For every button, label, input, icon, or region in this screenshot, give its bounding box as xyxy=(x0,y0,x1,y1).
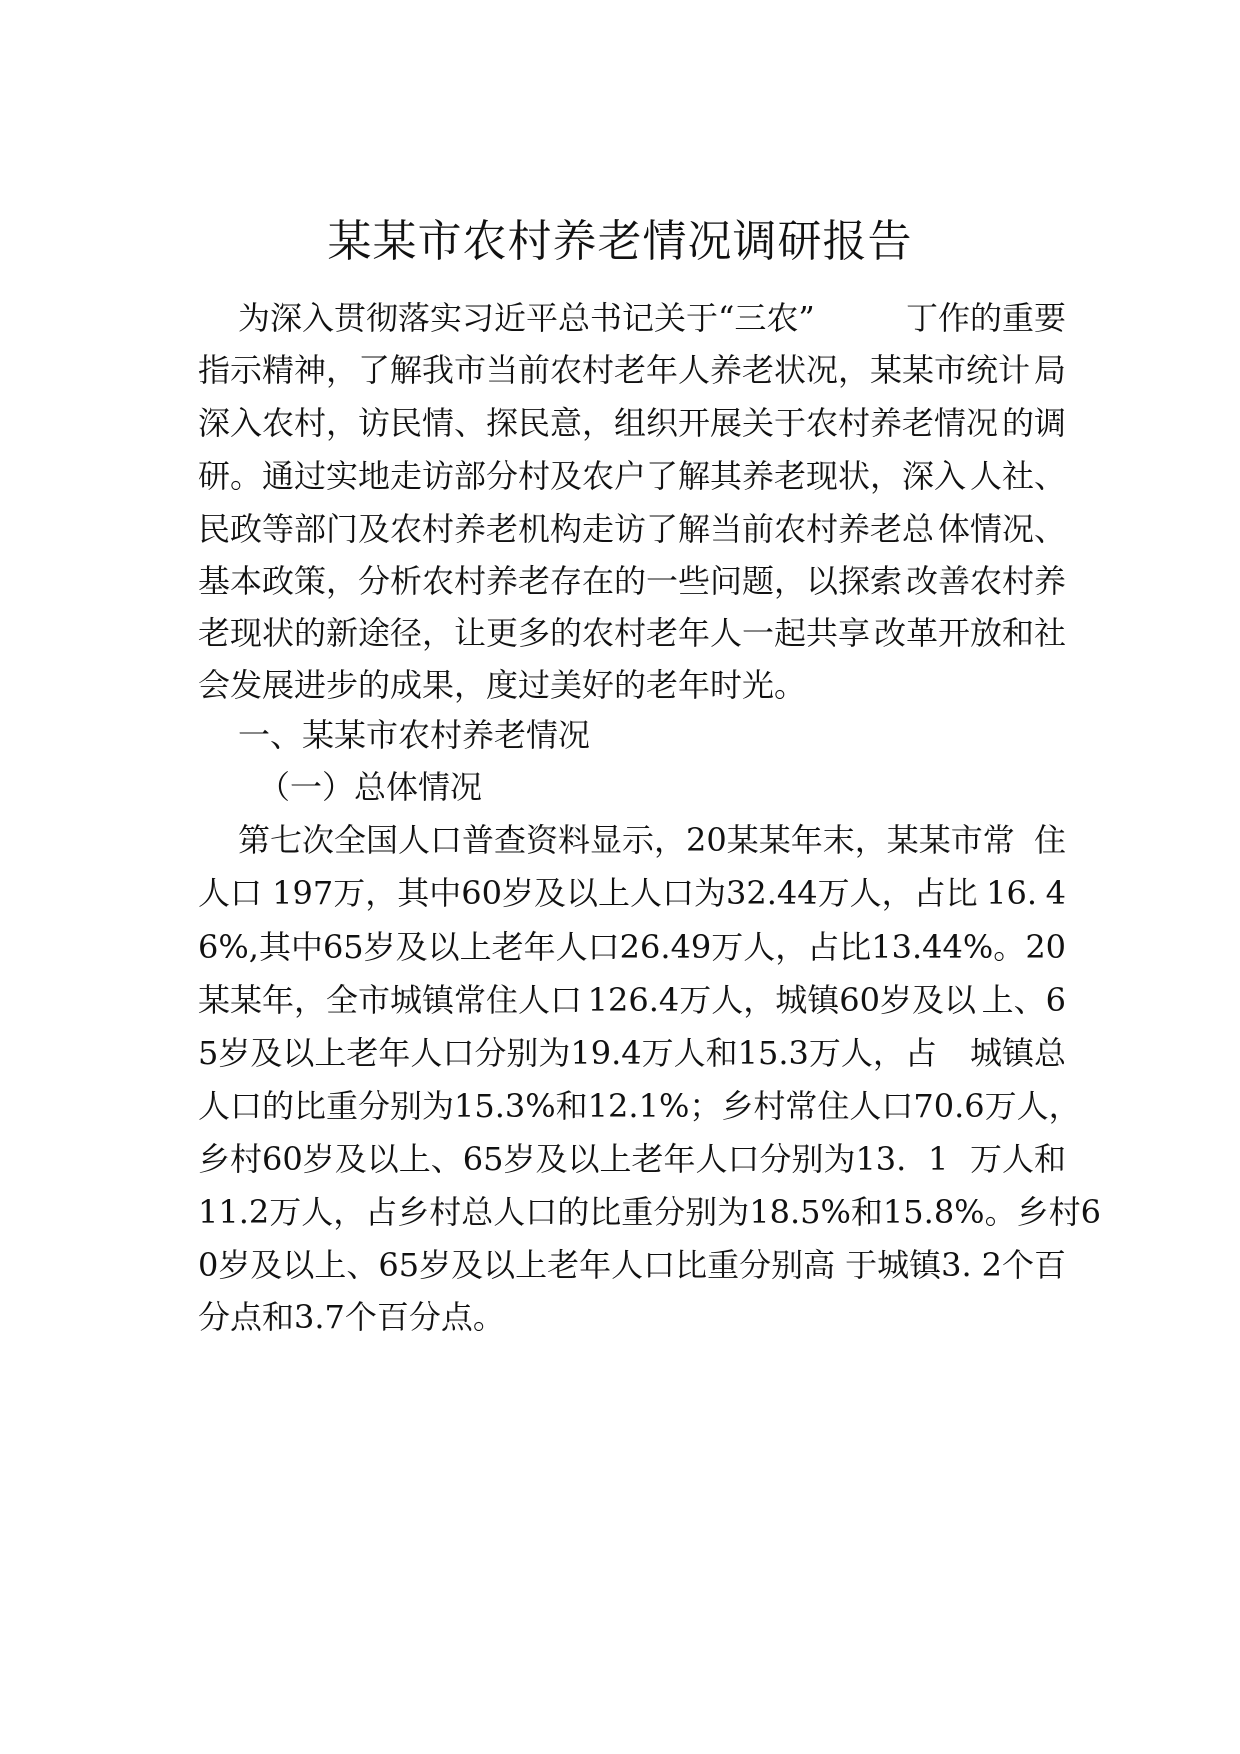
text-line xyxy=(238,820,1066,860)
text-line xyxy=(198,1086,1081,1126)
text-line xyxy=(198,403,1066,443)
text-line xyxy=(198,1139,1066,1179)
document-title: 某某市农村养老情况调研报告 xyxy=(327,216,913,267)
text-segment: 乡村60岁及以上、65岁及以上老年人口分别为13. xyxy=(198,1140,907,1178)
text-segment: 的调 xyxy=(1001,404,1066,442)
text-segment: 分点和3. xyxy=(198,1298,325,1336)
text-segment: 20 xyxy=(1025,928,1067,966)
text-segment: 70.6 xyxy=(913,1087,985,1125)
text-segment: 为深入贯彻落实习近平总书记关于“三农” xyxy=(238,299,815,337)
text-line xyxy=(198,873,1066,913)
text-segment: 体情况、 xyxy=(937,510,1066,548)
text-segment: 某某年，全市城镇常住人口 xyxy=(198,981,583,1019)
text-segment: 5岁及以上老年人口分别为19.4万人和15.3万人，占 xyxy=(198,1034,937,1072)
text-line xyxy=(198,561,1066,601)
text-segment: 万人和 xyxy=(969,1140,1066,1178)
text-segment: 26. xyxy=(619,928,671,966)
text-segment: 第七次全国人口普查资料显示，20某某年末，某某市常 xyxy=(238,821,1015,859)
text-segment: 49万人，占比13.44%。 xyxy=(670,928,1026,966)
text-line xyxy=(198,456,1066,496)
text-segment: 15. xyxy=(882,1193,934,1231)
text-line xyxy=(238,298,1066,338)
text-segment: 会发展进步的成果，度过美好的老年时光。 xyxy=(198,666,807,704)
text-segment: 万人， xyxy=(984,1087,1081,1125)
text-segment: 上、6 xyxy=(981,981,1066,1019)
text-segment: 7个百分点。 xyxy=(324,1298,505,1336)
text-segment: 人口 197万，其中60岁及以上人口为32.44万人，占比 xyxy=(198,874,978,912)
text-segment: 6%,其中65岁及以上老年人口 xyxy=(198,928,620,966)
subsection-heading: （一）总体情况 xyxy=(258,768,483,806)
text-segment: 8%。乡村6 xyxy=(933,1193,1101,1231)
text-line xyxy=(198,980,1066,1020)
text-segment: 2个百 xyxy=(981,1246,1066,1284)
text-line xyxy=(198,1245,1066,1285)
text-segment: 0岁及以上、65岁及以上老年人口比重分别高 xyxy=(198,1246,836,1284)
text-segment: 城镇总 xyxy=(969,1034,1066,1072)
text-segment: 人口的比重分别为15. xyxy=(198,1087,505,1125)
text-segment: 住 xyxy=(1033,821,1066,859)
text-segment: 4 xyxy=(1045,874,1066,912)
text-segment: 于城镇3. xyxy=(845,1246,972,1284)
text-segment: 人社、 xyxy=(969,457,1066,495)
text-line xyxy=(198,1297,505,1337)
text-line xyxy=(198,1192,1101,1232)
text-segment: 基本政策，分析农村养老存在的一些问题，以探索 xyxy=(198,562,903,600)
text-segment: 16. xyxy=(986,874,1038,912)
text-segment: 丁作的重要 xyxy=(905,299,1066,337)
section-heading: 一、某某市农村养老情况 xyxy=(238,716,591,754)
text-line xyxy=(198,509,1066,549)
text-segment: 指示精神，了解我市当前农村老年人养老状况，某某市统计 xyxy=(198,351,1031,389)
text-segment: 126.4万人，城镇60岁及以 xyxy=(587,981,976,1019)
text-segment: 1 xyxy=(927,1140,949,1178)
text-segment: 11.2万人，占乡村总人口的比重分别为18.5%和 xyxy=(198,1193,883,1231)
text-segment: 老现状的新途径，让更多的农村老年人一起共享 xyxy=(198,614,871,652)
text-segment: 局 xyxy=(1033,351,1066,389)
text-segment: 民政等部门及农村养老机构走访了解当前农村养老总 xyxy=(198,510,935,548)
text-segment: 改善农村养 xyxy=(905,562,1066,600)
text-line xyxy=(198,665,806,705)
text-segment: 研。通过实地走访部分村及农户了解其养老现状，深入 xyxy=(198,457,967,495)
text-segment: 3%和12. xyxy=(504,1087,639,1125)
text-line xyxy=(198,927,1066,967)
text-line xyxy=(198,1033,1066,1073)
text-segment: 改革开放和社 xyxy=(873,614,1066,652)
text-segment: 1%；乡村常住人口 xyxy=(638,1087,914,1125)
text-segment: 深入农村，访民情、探民意，组织开展关于农村养老情况 xyxy=(198,404,999,442)
text-line xyxy=(198,613,1066,653)
text-line xyxy=(198,350,1066,390)
